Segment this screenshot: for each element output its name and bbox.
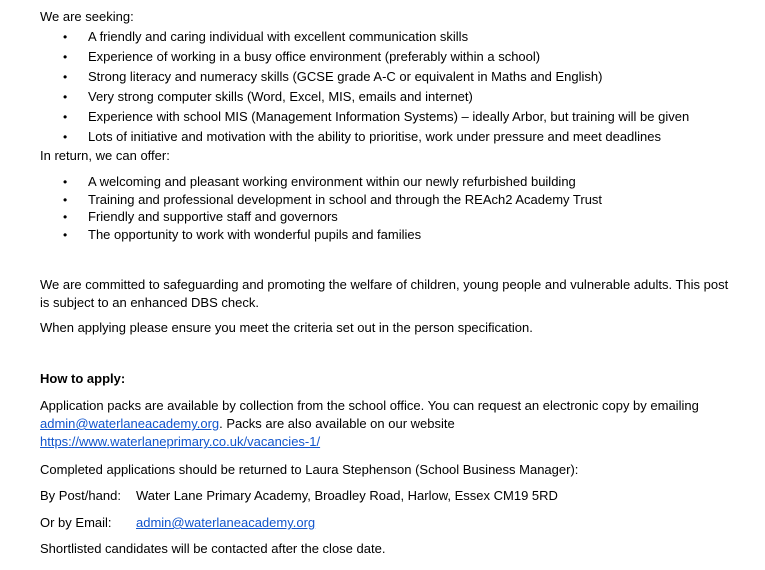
admin-email-link[interactable]: admin@waterlaneacademy.org: [40, 416, 220, 431]
how-to-apply-heading: How to apply:: [40, 371, 126, 386]
bullet-icon: •: [63, 110, 68, 124]
list-item-text: A welcoming and pleasant working environment within our newly refurbished building: [88, 174, 576, 189]
return-line: Completed applications should be returned to Laura Stephenson (School Business Manager):: [40, 462, 579, 477]
list-item-text: Experience with school MIS (Management Information Systems) – ideally Arbor, but training will be given: [88, 109, 690, 124]
list-item-text: Very strong computer skills (Word, Excel, MIS, emails and internet): [88, 89, 473, 104]
email-label: Or by Email:: [40, 515, 112, 530]
list-item-text: A friendly and caring individual with excellent communication skills: [88, 29, 469, 44]
bullet-icon: •: [63, 90, 68, 104]
safeguarding-line-2: is subject to an enhanced DBS check.: [40, 295, 259, 310]
list-item-text: The opportunity to work with wonderful pupils and families: [88, 227, 422, 242]
email-line: [40, 515, 315, 531]
packs-line-2: [40, 416, 455, 432]
website-link[interactable]: https://www.waterlaneprimary.co.uk/vacancies-1/: [40, 434, 321, 449]
list-item-text: Experience of working in a busy office environment (preferably within a school): [88, 49, 541, 64]
safeguarding-line-1: We are committed to safeguarding and promoting the welfare of children, young people and vulnerable adults. This post: [40, 277, 729, 292]
seeking-heading: We are seeking:: [40, 9, 134, 24]
website-line: [40, 434, 320, 450]
criteria-text: When applying please ensure you meet the criteria set out in the person specification.: [40, 320, 533, 335]
list-item-text: Friendly and supportive staff and governors: [88, 209, 338, 224]
offer-heading: In return, we can offer:: [40, 148, 170, 163]
list-item-text: Training and professional development in school and through the REAch2 Academy Trust: [88, 192, 603, 207]
bullet-icon: •: [63, 210, 68, 224]
bullet-icon: •: [63, 30, 68, 44]
packs-line-1: Application packs are available by collection from the school office. You can request an electronic copy by emailing: [40, 398, 699, 413]
bullet-icon: •: [63, 228, 68, 242]
shortlist-text: Shortlisted candidates will be contacted after the close date.: [40, 541, 386, 556]
bullet-icon: •: [63, 130, 68, 144]
post-address: Water Lane Primary Academy, Broadley Road, Harlow, Essex CM19 5RD: [136, 488, 558, 503]
list-item-text: Lots of initiative and motivation with the ability to prioritise, work under pressure and meet deadlines: [88, 129, 662, 144]
bullet-icon: •: [63, 193, 68, 207]
post-label: By Post/hand:: [40, 488, 121, 503]
list-item-text: Strong literacy and numeracy skills (GCSE grade A-C or equivalent in Maths and English): [88, 69, 603, 84]
bullet-icon: •: [63, 175, 68, 189]
post-line: [40, 488, 558, 504]
apply-email-link[interactable]: admin@waterlaneacademy.org: [136, 515, 316, 530]
bullet-icon: •: [63, 70, 68, 84]
packs-line-2-text: . Packs are also available on our website: [219, 416, 455, 431]
bullet-icon: •: [63, 50, 68, 64]
